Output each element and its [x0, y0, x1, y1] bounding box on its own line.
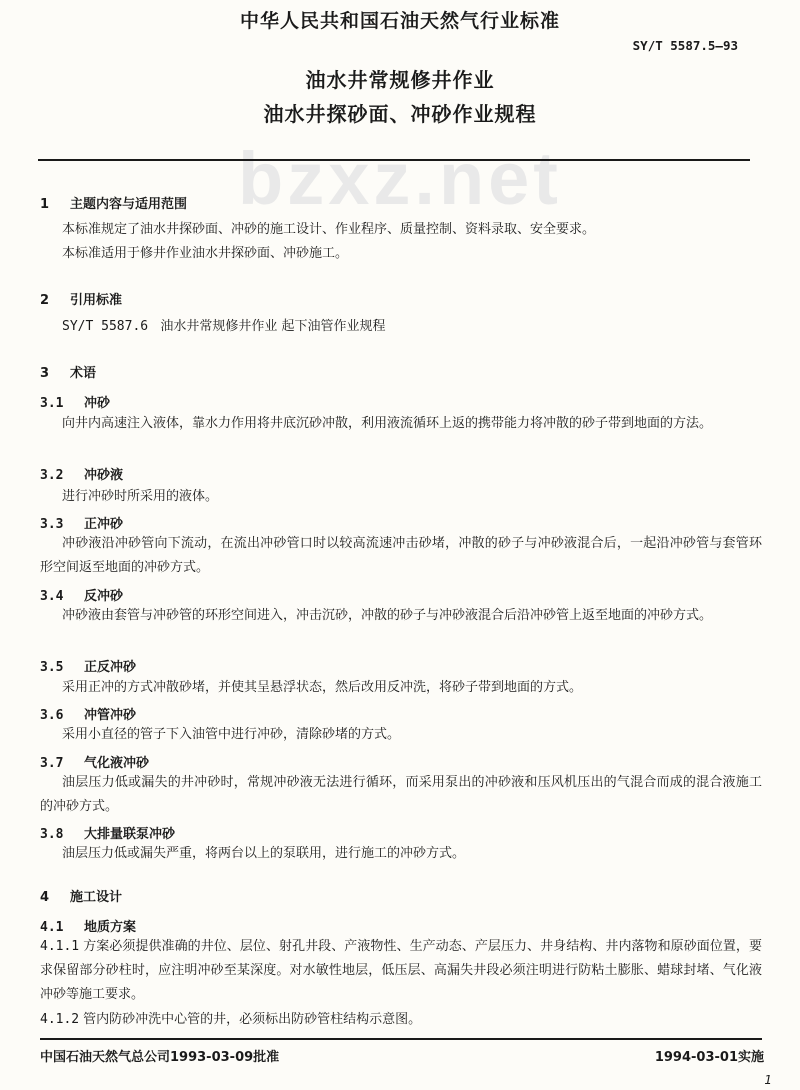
term-3-5-heading: 3.5 正反冲砂 [40, 660, 137, 675]
term-3-4-definition: 冲砂液由套管与冲砂管的环形空间进入，冲击沉砂，冲散的砂子与冲砂液混合后沿冲砂管上返至地面的冲砂方式。 [62, 608, 713, 623]
section-1-para-2: 本标准适用于修井作业油水井探砂面、冲砂施工。 [62, 246, 349, 261]
term-3-1-heading: 3.1 冲砂 [40, 396, 111, 411]
section-2-heading: 2 引用标准 [40, 293, 123, 308]
standard-code: SY/T 5587.5—93 [632, 38, 738, 53]
reference-code: SY/T 5587.6 [62, 319, 149, 334]
clause-4-1-2: 4.1.2 管内防砂冲洗中心管的井，必须标出防砂管柱结构示意图。 [40, 1012, 422, 1027]
industry-standard-header: 中华人民共和国石油天然气行业标准 [239, 10, 560, 32]
term-3-8-heading: 3.8 大排量联泵冲砂 [40, 827, 176, 842]
term-3-3-definition: 冲砂液沿冲砂管向下流动，在流出冲砂管口时以较高流速冲击砂堵，冲散的砂子与冲砂液混合后，一起沿冲砂管与套管环形空间返至地面的冲砂方式。 [40, 536, 762, 575]
term-3-1-definition: 向井内高速注入液体，靠水力作用将井底沉砂冲散，利用液流循环上返的携带能力将冲散的砂子带到地面的方法。 [62, 416, 713, 431]
page-number: 1 [764, 1073, 772, 1087]
term-3-7-heading: 3.7 气化液冲砂 [40, 756, 150, 771]
document-title-line2: 油水井探砂面、冲砂作业规程 [263, 102, 537, 126]
term-3-2-definition: 进行冲砂时所采用的液体。 [62, 489, 219, 504]
term-3-3-heading: 3.3 正冲砂 [40, 517, 124, 532]
reference-title: 油水井常规修井作业 起下油管作业规程 [160, 319, 386, 334]
section-1-heading: 1 主题内容与适用范围 [40, 197, 188, 212]
watermark: bzxz.net [238, 137, 562, 220]
term-3-6-definition: 采用小直径的管子下入油管中进行冲砂，清除砂堵的方式。 [62, 727, 401, 742]
term-3-4-heading: 3.4 反冲砂 [40, 589, 124, 604]
document-title-line1: 油水井常规修井作业 [305, 68, 495, 92]
footer-rule [40, 1038, 762, 1040]
term-3-2-heading: 3.2 冲砂液 [40, 468, 124, 483]
approval-statement: 中国石油天然气总公司1993-03-09批准 [40, 1050, 280, 1065]
section-3-heading: 3 术语 [40, 366, 97, 381]
header-rule [38, 159, 750, 161]
clause-4-1-1: 4.1.1 方案必须提供准确的井位、层位、射孔井段、产液物性、生产动态、产层压力、井身结构、井内落物和原砂面位置，要求保留部分砂柱时，应注明冲砂至某深度。对水敏性地层，低压层、高漏失井段必须注明进行防粘土膨胀、蜡球封堵、气化液冲砂等施工要求。 [40, 939, 762, 1002]
term-3-5-definition: 采用正冲的方式冲散砂堵，并使其呈悬浮状态，然后改用反冲洗，将砂子带到地面的方式。 [62, 680, 583, 695]
implementation-date: 1994-03-01实施 [654, 1050, 764, 1065]
normative-reference [62, 315, 762, 339]
term-3-7-definition: 油层压力低或漏失的井冲砂时，常规冲砂液无法进行循环，而采用泵出的冲砂液和压风机压出的气混合而成的混合液施工的冲砂方式。 [40, 775, 762, 814]
term-3-8-definition: 油层压力低或漏失严重，将两台以上的泵联用，进行施工的冲砂方式。 [62, 846, 466, 861]
section-1-para-1: 本标准规定了油水井探砂面、冲砂的施工设计、作业程序、质量控制、资料录取、安全要求。 [62, 222, 596, 237]
subsection-4-1-heading: 4.1 地质方案 [40, 920, 137, 935]
term-3-6-heading: 3.6 冲管冲砂 [40, 708, 137, 723]
section-4-heading: 4 施工设计 [40, 890, 123, 905]
